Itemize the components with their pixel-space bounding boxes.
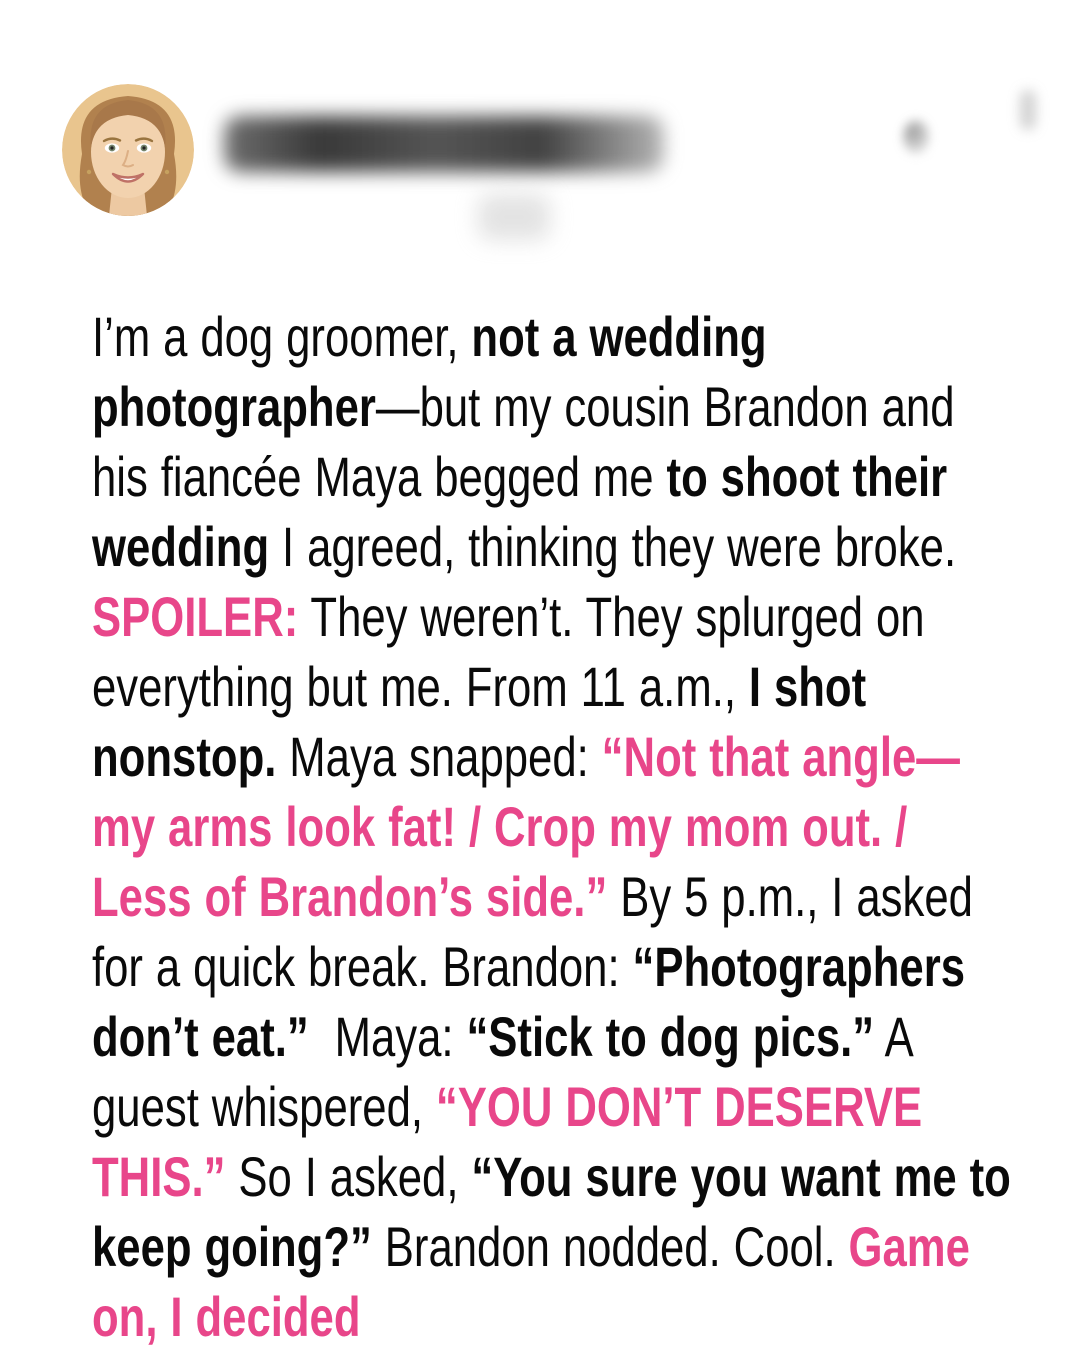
post-text-segment: I agreed, thinking they were broke. bbox=[269, 515, 970, 578]
post-text-segment: Brandon nodded. Cool. bbox=[371, 1215, 849, 1278]
post-text-segment: “Photographers don’t eat.” bbox=[92, 935, 978, 1068]
post-text-segment: A guest whispered, bbox=[92, 1005, 925, 1138]
post-text-segment: Maya: bbox=[308, 1005, 467, 1068]
post-text-segment: They weren’t. They splurged on everything but me. From 11 a.m., bbox=[92, 585, 938, 718]
blurred-menu-icon[interactable] bbox=[903, 120, 929, 154]
post-text-segment: to shoot their wedding bbox=[92, 445, 961, 578]
post-text-segment: “Not that angle—my arms look fat! / Crop my mom out. / Less of Brandon’s side.” bbox=[92, 725, 960, 928]
post-text-segment: I shot nonstop. bbox=[92, 655, 880, 788]
post-text-segment: “Stick to dog pics.” bbox=[466, 1005, 875, 1068]
post-text-segment: I’m a dog groomer, bbox=[92, 305, 472, 368]
post-text-segment: “YOU DON’T DESERVE THIS.” bbox=[92, 1075, 936, 1208]
avatar[interactable] bbox=[62, 84, 194, 216]
post-text-segment: Maya snapped: bbox=[276, 725, 602, 788]
post-text-segment: —but my cousin Brandon and his fiancée Maya begged me bbox=[92, 375, 968, 508]
post-text-segment: “You sure you want me to keep going?” bbox=[92, 1145, 1024, 1278]
post-body bbox=[92, 302, 1024, 1350]
woman-face-avatar-icon bbox=[62, 84, 194, 216]
blurred-username[interactable] bbox=[224, 116, 664, 172]
post-text-segment: SPOILER: bbox=[92, 585, 299, 648]
post-text-segment: By 5 p.m., I asked for a quick break. Brandon: bbox=[92, 865, 986, 998]
post-text-segment: Game on, I decided bbox=[92, 1215, 983, 1348]
post-text-segment: not a wedding photographer bbox=[92, 305, 780, 438]
blurred-timestamp bbox=[478, 194, 550, 240]
blurred-menu-edge-icon bbox=[1020, 90, 1036, 130]
post-text-segment: So I asked, bbox=[225, 1145, 472, 1208]
